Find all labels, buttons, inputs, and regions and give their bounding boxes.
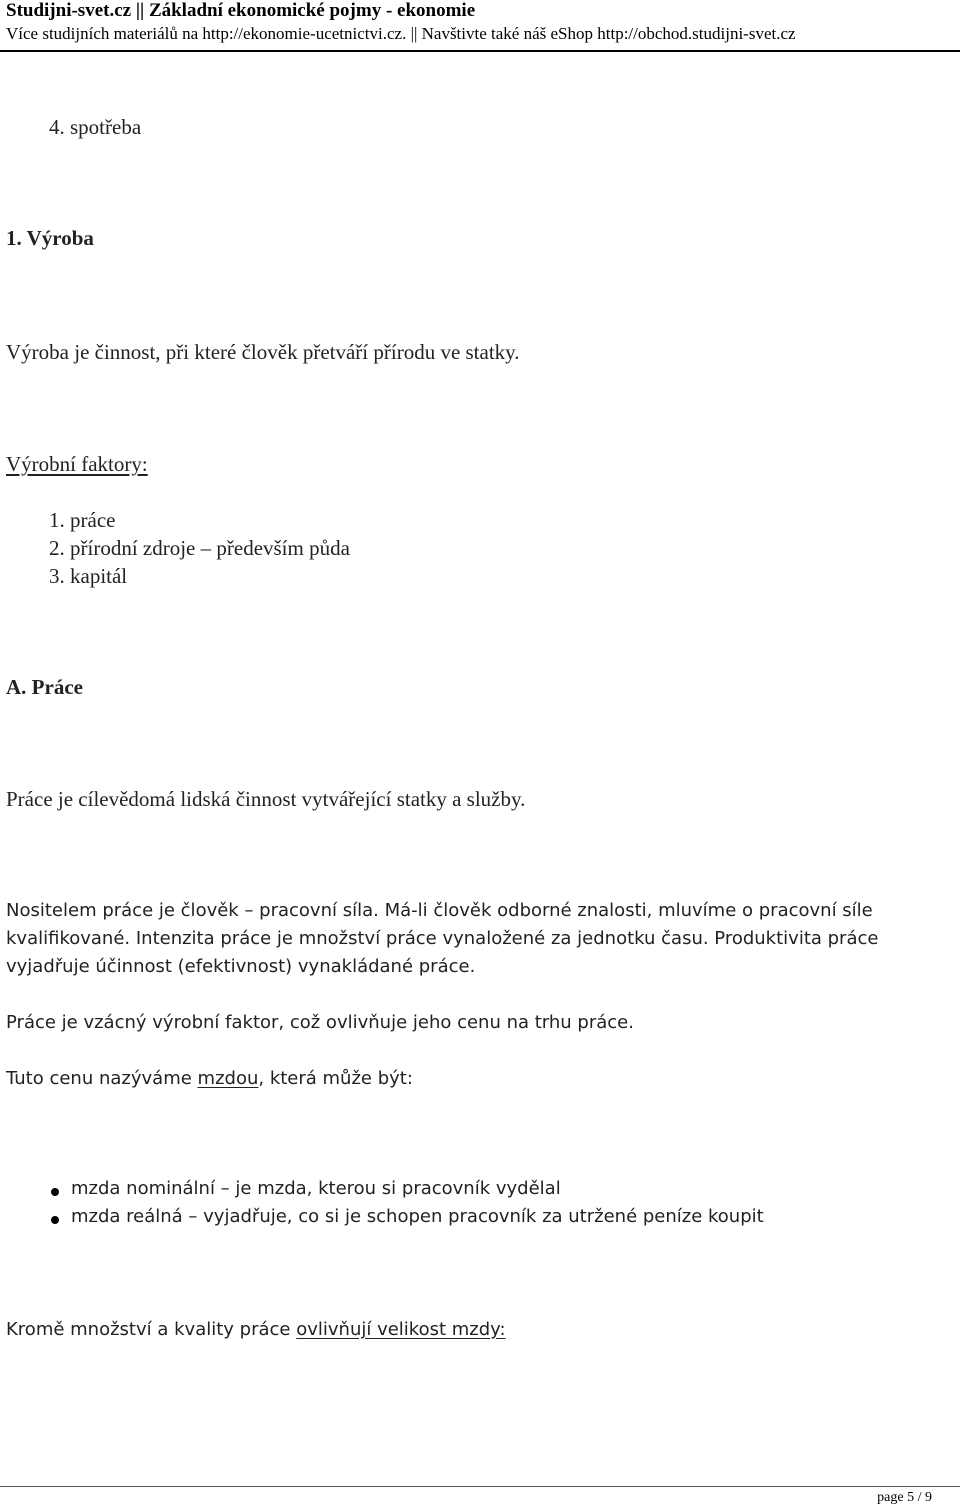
mzda-bullet-item: mzda nominální – je mzda, kterou si pracovník vydělal [71, 1178, 561, 1199]
vzacny-faktor-text: Práce je vzácný výrobní faktor, což ovlivňuje jeho cenu na trhu práce. [6, 1012, 634, 1033]
faktor-item: 1. práce [49, 508, 116, 532]
header-divider [0, 50, 960, 52]
heading-prace: A. Práce [6, 675, 83, 699]
header-subtitle: Více studijních materiálů na http://ekonomie-ucetnictvi.cz. || Navštivte také náš eShop http://obchod.studijni-svet.cz [6, 24, 796, 43]
paragraph-line: vyjadřuje účinnost (efektivnost) vynakládané práce. [6, 956, 476, 977]
mzda-bullet-item: mzda reálná – vyjadřuje, co si je schopen pracovník za utržené peníze koupit [71, 1206, 764, 1227]
vyrobni-faktory-heading: Výrobní faktory: [6, 452, 148, 476]
krome-text-before: Kromě množství a kvality práce [6, 1319, 297, 1340]
prace-definition: Práce je cílevědomá lidská činnost vytvářející statky a služby. [6, 787, 526, 811]
paragraph-line: kvalifikované. Intenzita práce je množství práce vynaložené za jednotku času. Produktivita práce [6, 928, 879, 949]
mzda-link[interactable]: mzdou [197, 1068, 259, 1089]
bullet-icon [51, 1216, 59, 1224]
heading-vyroba: 1. Výroba [6, 226, 94, 250]
mzda-intro-text: Tuto cenu nazýváme [6, 1068, 198, 1089]
vyroba-definition: Výroba je činnost, při které člověk přetváří přírodu ve statky. [6, 340, 520, 364]
paragraph-line: Nositelem práce je člověk – pracovní síla. Má-li člověk odborné znalosti, mluvíme o pracovní síle [6, 900, 873, 921]
mzda-intro-text-after: , která může být: [258, 1068, 413, 1089]
header-title: Studijni-svet.cz || Základní ekonomické pojmy - ekonomie [6, 0, 476, 21]
faktor-item: 2. přírodní zdroje – především půda [49, 536, 350, 560]
list-item-spotreba: 4. spotřeba [49, 115, 142, 139]
faktor-item: 3. kapitál [49, 564, 128, 588]
krome-text [6, 1319, 506, 1340]
footer-divider [0, 1486, 960, 1487]
page-number: page 5 / 9 [877, 1490, 932, 1505]
mzda-intro [6, 1068, 413, 1089]
krome-link[interactable]: ovlivňují velikost mzdy: [296, 1319, 506, 1340]
bullet-icon [51, 1188, 59, 1196]
